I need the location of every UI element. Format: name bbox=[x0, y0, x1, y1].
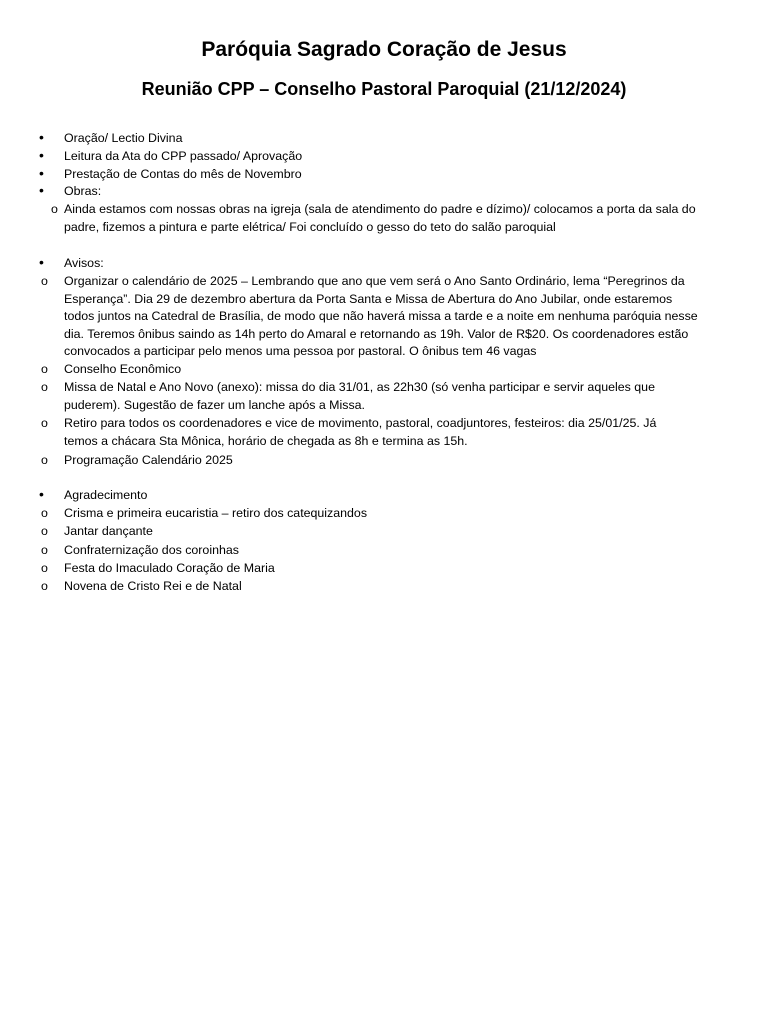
missa-line-1: Missa de Natal e Ano Novo (anexo): missa do dia 31/01, as 22h30 (só venha participar e servir aqueles que bbox=[64, 380, 655, 394]
retiro-line-1: Retiro para todos os coordenadores e vice de movimento, pastoral, coadjuntores, festeiros: dia 25/01/25. Já bbox=[64, 416, 657, 430]
bullet-marker: • bbox=[39, 254, 44, 270]
bullet-marker: • bbox=[39, 147, 44, 163]
sub-bullet-marker: o bbox=[51, 202, 58, 216]
avisos-heading: Avisos: bbox=[64, 256, 104, 270]
sub-bullet-marker: o bbox=[41, 453, 48, 467]
agradecimento-item: Jantar dançante bbox=[64, 524, 153, 538]
agradecimento-item: Novena de Cristo Rei e de Natal bbox=[64, 579, 242, 593]
conselho-economico-item: Conselho Econômico bbox=[64, 362, 182, 376]
agradecimento-item: Festa do Imaculado Coração de Maria bbox=[64, 561, 275, 575]
agenda-item-prestacao-contas: Prestação de Contas do mês de Novembro bbox=[64, 167, 302, 181]
document-title: Paróquia Sagrado Coração de Jesus bbox=[201, 38, 567, 61]
sub-bullet-marker: o bbox=[41, 416, 48, 430]
agradecimento-heading: Agradecimento bbox=[64, 488, 148, 502]
missa-line-2: puderem). Sugestão de fazer um lanche após a Missa. bbox=[64, 398, 365, 412]
programacao-item: Programação Calendário 2025 bbox=[64, 453, 233, 467]
retiro-line-2: temos a chácara Sta Mônica, horário de chegada as 8h e termina as 15h. bbox=[64, 434, 468, 448]
calendario-line-1: Organizar o calendário de 2025 – Lembrando que ano que vem será o Ano Santo Ordinário, lema “Peregrinos da bbox=[64, 274, 685, 288]
agenda-item-oracao: Oração/ Lectio Divina bbox=[64, 131, 183, 145]
agenda-item-leitura-ata: Leitura da Ata do CPP passado/ Aprovação bbox=[64, 149, 303, 163]
sub-bullet-marker: o bbox=[41, 380, 48, 394]
bullet-marker: • bbox=[39, 129, 44, 145]
sub-bullet-marker: o bbox=[41, 579, 48, 593]
sub-bullet-marker: o bbox=[41, 524, 48, 538]
bullet-marker: • bbox=[39, 486, 44, 502]
calendario-line-4: dia. Teremos ônibus saindo as 14h perto do Amaral e retornando as 19h. Valor de R$20. Os coordenadores estão bbox=[64, 327, 689, 341]
sub-bullet-marker: o bbox=[41, 274, 48, 288]
agradecimento-item: Crisma e primeira eucaristia – retiro dos catequizandos bbox=[64, 506, 368, 520]
bullet-marker: • bbox=[39, 182, 44, 198]
sub-bullet-marker: o bbox=[41, 561, 48, 575]
agenda-item-obras: Obras: bbox=[64, 184, 102, 198]
bullet-marker: • bbox=[39, 165, 44, 181]
sub-bullet-marker: o bbox=[41, 506, 48, 520]
sub-bullet-marker: o bbox=[41, 362, 48, 376]
calendario-line-3: todos juntos na Catedral de Brasília, de modo que não haverá missa a tarde e a noite em nenhuma paróquia nesse bbox=[64, 309, 698, 323]
obras-detail-line-2: padre, fizemos a pintura e parte elétrica/ Foi concluído o gesso do teto do salão paroquial bbox=[64, 220, 556, 234]
calendario-line-5: convocados a participar pelo menos uma pessoa por pastoral. O ônibus tem 46 vagas bbox=[64, 344, 537, 358]
obras-detail-line-1: Ainda estamos com nossas obras na igreja (sala de atendimento do padre e dízimo)/ colocamos a porta da sala do bbox=[64, 202, 696, 216]
document-subtitle: Reunião CPP – Conselho Pastoral Paroquial (21/12/2024) bbox=[141, 79, 627, 99]
calendario-line-2: Esperança”. Dia 29 de dezembro abertura da Porta Santa e Missa de Abertura do Ano Jubilar, onde estaremos bbox=[64, 292, 673, 306]
sub-bullet-marker: o bbox=[41, 543, 48, 557]
agradecimento-item: Confraternização dos coroinhas bbox=[64, 543, 239, 557]
